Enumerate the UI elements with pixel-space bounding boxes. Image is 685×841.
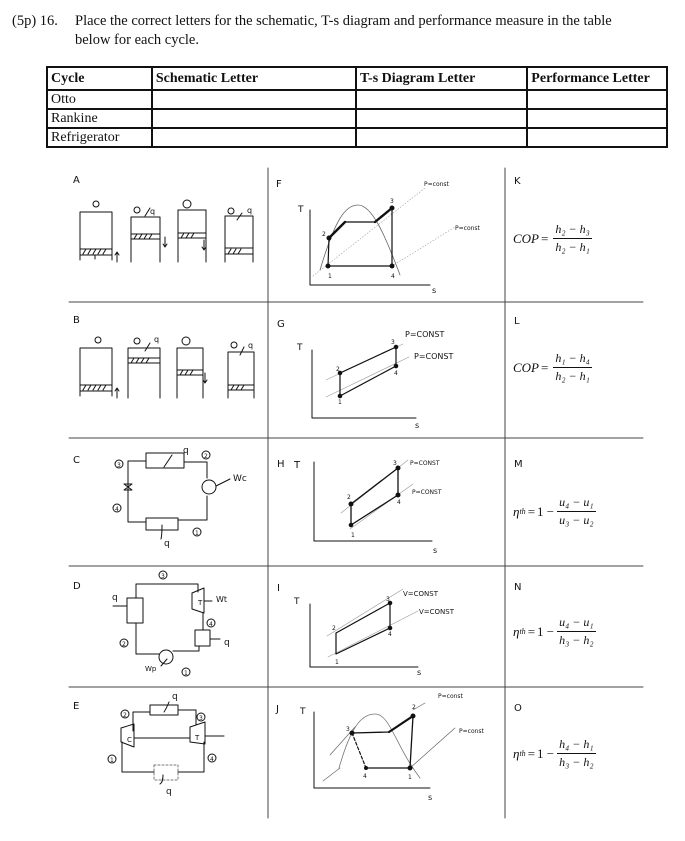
formula-numerator: u₄ − u₁ <box>557 615 595 632</box>
formula-numerator: h₂ − h₃ <box>553 222 591 239</box>
formula-lhs: COP <box>513 359 539 375</box>
question-number: (5p) 16. <box>12 13 58 29</box>
ts-g-label: G <box>277 319 285 330</box>
ts-diagram-j <box>275 693 485 802</box>
heat-label: q <box>172 692 178 702</box>
schematic-c-label: C <box>73 455 80 466</box>
heat-label: q <box>166 787 172 797</box>
ts-diagram-h <box>277 459 442 555</box>
point-label: 1 <box>328 273 332 280</box>
heat-label: q <box>224 638 230 648</box>
isobar-label: P=CONST <box>405 330 445 339</box>
cycle-name: Refrigerator <box>47 128 152 147</box>
formula-o: η th = 1 − $\frac{\text{h₄ − h₁}}{\text{h₃ − h₂}}$ <box>513 737 594 769</box>
point-label: 4 <box>394 370 398 377</box>
formula-numerator: h₄ − h₁ <box>557 737 595 754</box>
point-label: 2 <box>347 494 351 501</box>
schematic-d-label: D <box>73 581 81 592</box>
heat-label: q <box>247 206 253 215</box>
state-label: 4 <box>115 506 119 513</box>
isobar-label: P=const <box>424 181 449 188</box>
header-ts: T-s Diagram Letter <box>356 67 527 90</box>
x-axis-label: s <box>417 668 422 677</box>
point-label: 4 <box>391 273 395 280</box>
formula-denominator: h₃ − h₂ <box>559 755 594 769</box>
state-label: 3 <box>199 715 203 722</box>
point-label: 3 <box>390 198 394 205</box>
state-label: 1 <box>184 670 188 677</box>
turbine-label: T <box>195 734 200 742</box>
schematic-a-label: A <box>73 175 80 186</box>
point-label: 4 <box>388 631 392 638</box>
point-label: 3 <box>346 726 350 733</box>
formula-denominator: u₃ − u₂ <box>559 513 594 527</box>
perf-o-label: O <box>514 703 522 714</box>
point-label: 2 <box>322 231 326 238</box>
isochore-label: V=CONST <box>419 608 455 616</box>
header-schematic: Schematic Letter <box>152 67 356 90</box>
isobar-label: P=const <box>459 728 484 735</box>
perf-k-label: K <box>514 176 521 187</box>
schematic-b <box>73 315 254 398</box>
turbine-label: T <box>198 599 203 607</box>
question-line2: below for each cycle. <box>75 32 199 48</box>
ts-j-label: J <box>276 704 279 715</box>
isobar-label: P=CONST <box>414 352 454 361</box>
heat-label: q <box>150 207 156 216</box>
ts-f-label: F <box>276 179 282 190</box>
perf-m-label: M <box>514 459 523 470</box>
isobar-label: P=const <box>438 693 463 700</box>
formula-numerator: u₄ − u₁ <box>557 495 595 512</box>
x-axis-label: s <box>432 286 437 295</box>
formula-m: η th = 1 − $\frac{\text{u₄ − u₁}}{\text{u₃ − u₂}}$ <box>513 495 594 527</box>
state-label: 1 <box>195 530 199 537</box>
x-axis-label: s <box>415 421 420 430</box>
point-label: 1 <box>351 532 355 539</box>
cycle-name: Otto <box>47 90 152 109</box>
y-axis-label: T <box>294 460 301 471</box>
formula-lhs: η <box>513 623 520 639</box>
ts-i-label: I <box>277 583 280 594</box>
point-label: 3 <box>386 596 390 603</box>
formula-denominator: h₂ − h₁ <box>555 369 590 383</box>
schematic-c <box>73 446 247 549</box>
point-label: 3 <box>391 339 395 346</box>
formula-numerator: h₁ − h₄ <box>553 351 591 368</box>
formula-prefix: 1 − <box>537 745 555 761</box>
y-axis-label: T <box>300 707 306 717</box>
y-axis-label: T <box>294 597 300 607</box>
heat-label: q <box>248 341 254 350</box>
formula-prefix: 1 − <box>537 623 555 639</box>
isobar-label: P=const <box>455 225 480 232</box>
formula-lhs: η <box>513 503 520 519</box>
isobar-label: P=CONST <box>410 460 440 467</box>
formula-denominator: h₂ − h₁ <box>555 240 590 254</box>
ts-diagram-i <box>277 583 455 677</box>
formula-k: COP = $\frac{\text{h₂ − h₃}}{\text{h₂ − h₁}}$ <box>513 222 590 254</box>
cycle-name: Rankine <box>47 109 152 128</box>
work-label: Wt <box>216 595 228 604</box>
heat-label: q <box>154 335 160 344</box>
y-axis-label: T <box>298 205 304 215</box>
x-axis-label: s <box>428 793 433 802</box>
point-label: 1 <box>335 659 339 666</box>
state-label: 2 <box>123 712 127 719</box>
formula-lhs-sub: th <box>519 749 526 758</box>
state-label: 1 <box>110 757 114 764</box>
schematic-b-label: B <box>73 315 80 326</box>
ts-diagram-f <box>276 179 481 295</box>
state-label: 2 <box>122 641 126 648</box>
formula-n: η th = 1 − $\frac{\text{u₄ − u₁}}{\text{h₃ − h₂}}$ <box>513 615 594 647</box>
formula-lhs-sub: th <box>519 627 526 636</box>
header-performance: Performance Letter <box>527 67 667 90</box>
heat-label: q <box>183 446 189 456</box>
isochore-label: V=CONST <box>403 590 439 598</box>
question-line1: Place the correct letters for the schematic, T-s diagram and performance measure in the table <box>75 13 612 29</box>
state-label: 3 <box>161 573 165 580</box>
perf-n-label: N <box>514 582 522 593</box>
compressor-label: C <box>127 736 132 744</box>
state-label: 2 <box>204 453 208 460</box>
isobar-label: P=CONST <box>412 489 442 496</box>
point-label: 2 <box>336 366 340 373</box>
formula-lhs: η <box>513 745 520 761</box>
point-label: 1 <box>338 399 342 406</box>
work-label: Wp <box>145 665 157 673</box>
point-label: 2 <box>412 704 416 711</box>
perf-l-label: L <box>514 316 520 327</box>
formula-denominator: h₃ − h₂ <box>559 633 594 647</box>
point-label: 4 <box>363 773 367 780</box>
point-label: 4 <box>397 499 401 506</box>
x-axis-label: s <box>433 546 438 555</box>
formula-prefix: 1 − <box>537 503 555 519</box>
schematic-d <box>73 571 230 677</box>
point-label: 1 <box>408 774 412 781</box>
work-label: Wc <box>233 474 247 484</box>
state-label: 3 <box>117 462 121 469</box>
point-label: 3 <box>393 460 397 467</box>
heat-label: q <box>112 593 118 603</box>
header-cycle: Cycle <box>47 67 152 90</box>
state-label: 4 <box>209 621 213 628</box>
ts-diagram-g <box>277 319 453 430</box>
formula-lhs: COP <box>513 230 539 246</box>
formula-lhs-sub: th <box>519 507 526 516</box>
formula-l: COP = $\frac{\text{h₁ − h₄}}{\text{h₂ − h₁}}$ <box>513 351 590 383</box>
schematic-e <box>73 692 224 797</box>
heat-label: q <box>164 539 170 549</box>
schematic-a <box>73 175 253 262</box>
y-axis-label: T <box>297 343 303 353</box>
state-label: 4 <box>210 756 214 763</box>
ts-h-label: H <box>277 459 285 470</box>
schematic-e-label: E <box>73 701 80 712</box>
point-label: 2 <box>332 625 336 632</box>
